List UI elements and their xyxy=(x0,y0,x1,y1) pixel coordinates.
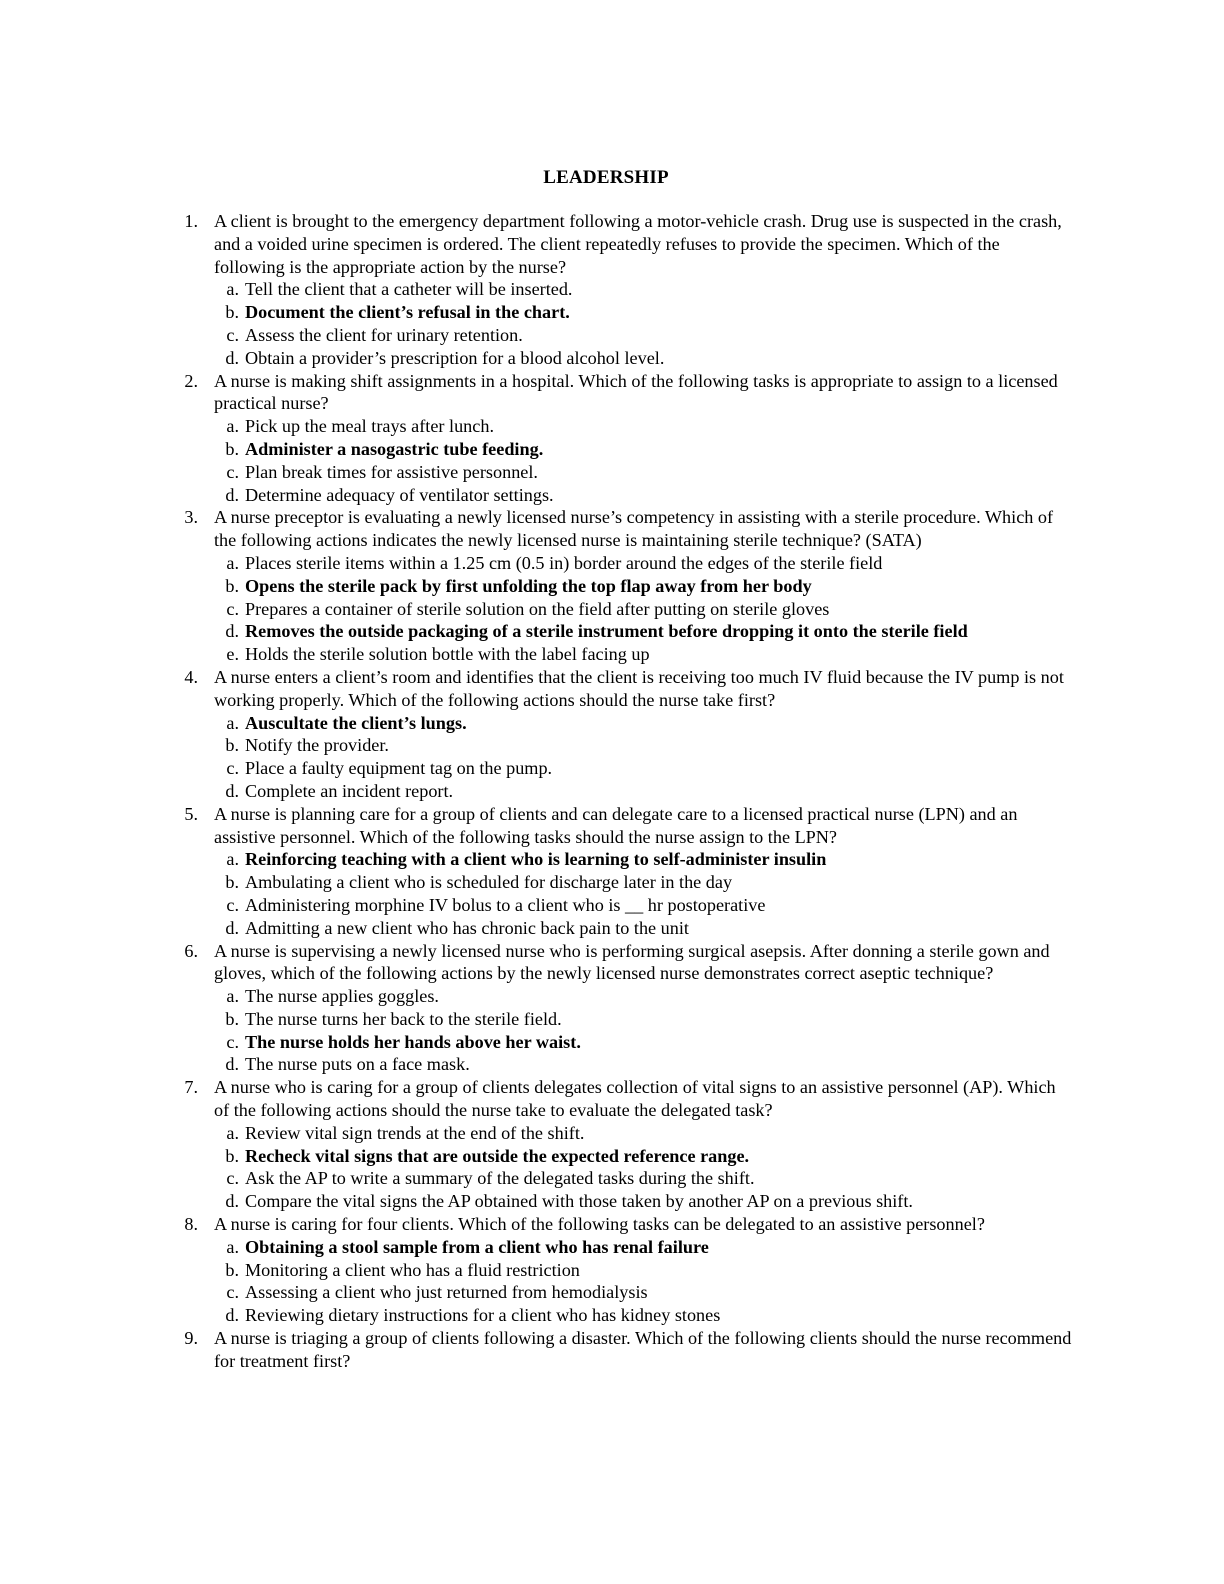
question-text: A nurse is planning care for a group of clients and can delegate care to a licensed practical nurse (LPN) and an assistive personnel. Which of the following tasks should the nurse assign to the LPN? xyxy=(214,803,1018,847)
option-letter: c. xyxy=(226,1031,239,1052)
option-text: Monitoring a client who has a fluid restriction xyxy=(245,1259,580,1280)
option-letter: a. xyxy=(226,1236,239,1257)
question-number: 1. xyxy=(184,211,198,231)
question-item xyxy=(174,803,1074,849)
question-number: 5. xyxy=(184,803,198,824)
answer-option xyxy=(174,347,1074,370)
option-text: Obtaining a stool sample from a client who has renal failure xyxy=(245,1236,709,1257)
option-letter: b. xyxy=(225,438,239,459)
option-letter: c. xyxy=(226,324,239,345)
answer-option xyxy=(174,1259,1074,1282)
option-text: Review vital sign trends at the end of the shift. xyxy=(245,1122,585,1143)
option-letter: c. xyxy=(226,894,239,915)
answer-option xyxy=(174,324,1074,347)
option-letter: a. xyxy=(226,712,239,733)
option-text: Auscultate the client’s lungs. xyxy=(245,712,467,733)
option-text: The nurse holds her hands above her waist. xyxy=(245,1031,581,1052)
option-letter: d. xyxy=(225,621,239,642)
option-text: Administering morphine IV bolus to a client who is __ hr postoperative xyxy=(245,894,766,915)
question-number: 8. xyxy=(184,1214,198,1235)
question-text: A nurse who is caring for a group of clients delegates collection of vital signs to an assistive personnel (AP). Which of the following actions should the nurse take to evaluate the delegated task? xyxy=(214,1077,1056,1121)
answer-option xyxy=(174,757,1074,780)
answer-options xyxy=(174,1122,1074,1213)
option-text: Holds the sterile solution bottle with the label facing up xyxy=(245,644,650,665)
question-text: A nurse is making shift assignments in a hospital. Which of the following tasks is appropriate to assign to a licensed practical nurse? xyxy=(214,370,1058,414)
question-text: A nurse enters a client’s room and identifies that the client is receiving too much IV fluid because the IV pump is not working properly. Which of the following actions should the nurse take first? xyxy=(214,666,1064,710)
option-letter: d. xyxy=(225,917,239,938)
option-text: Document the client’s refusal in the chart. xyxy=(245,302,570,323)
option-letter: d. xyxy=(225,1054,239,1075)
option-letter: a. xyxy=(226,1122,239,1143)
answer-option xyxy=(174,1281,1074,1304)
answer-options xyxy=(174,1236,1074,1327)
question-item xyxy=(174,1213,1074,1236)
option-text: Ask the AP to write a summary of the delegated tasks during the shift. xyxy=(245,1168,755,1189)
question-text: A client is brought to the emergency department following a motor-vehicle crash. Drug use is suspected in the crash, and a voided urine specimen is ordered. The client repeatedly refuses to provide the specimen. Which of the following is the appropriate action by the nurse? xyxy=(214,211,1062,277)
answer-option xyxy=(174,1053,1074,1076)
answer-options xyxy=(174,415,1074,506)
answer-option-correct xyxy=(174,301,1074,324)
question-number: 6. xyxy=(184,940,198,961)
answer-option-correct xyxy=(174,438,1074,461)
option-letter: d. xyxy=(225,780,239,801)
option-letter: b. xyxy=(225,1008,239,1029)
option-letter: a. xyxy=(226,552,239,573)
option-text: Opens the sterile pack by first unfolding the top flap away from her body xyxy=(245,575,812,596)
option-text: Administer a nasogastric tube feeding. xyxy=(245,438,544,459)
option-letter: b. xyxy=(225,1145,239,1166)
option-letter: a. xyxy=(226,416,239,437)
option-letter: e. xyxy=(226,644,239,665)
answer-option xyxy=(174,1122,1074,1145)
option-letter: c. xyxy=(226,758,239,779)
question-list xyxy=(174,210,1074,1373)
answer-option xyxy=(174,917,1074,940)
option-text: The nurse turns her back to the sterile field. xyxy=(245,1008,562,1029)
option-letter: b. xyxy=(225,575,239,596)
question-number: 3. xyxy=(184,507,198,528)
answer-option xyxy=(174,1008,1074,1031)
option-letter: b. xyxy=(225,1259,239,1280)
question-number: 7. xyxy=(184,1077,198,1098)
option-text: Recheck vital signs that are outside the expected reference range. xyxy=(245,1145,750,1166)
option-text: Prepares a container of sterile solution on the field after putting on sterile gloves xyxy=(245,598,830,619)
answer-option-correct xyxy=(174,1031,1074,1054)
question-text: A nurse preceptor is evaluating a newly licensed nurse’s competency in assisting with a sterile procedure. Which of the following actions indicates the newly licensed nurse is maintaining sterile technique? (SATA) xyxy=(214,507,1054,551)
option-text: Notify the provider. xyxy=(245,735,389,756)
option-text: Assess the client for urinary retention. xyxy=(245,324,523,345)
option-text: Removes the outside packaging of a sterile instrument before dropping it onto the sterile field xyxy=(245,621,968,642)
answer-option xyxy=(174,598,1074,621)
answer-option-correct xyxy=(174,848,1074,871)
option-letter: d. xyxy=(225,1305,239,1326)
answer-option-correct xyxy=(174,712,1074,735)
answer-option xyxy=(174,734,1074,757)
answer-option xyxy=(174,1304,1074,1327)
option-text: Pick up the meal trays after lunch. xyxy=(245,416,494,437)
question-item xyxy=(174,940,1074,986)
option-text: Assessing a client who just returned from hemodialysis xyxy=(245,1282,648,1303)
answer-options xyxy=(174,712,1074,803)
question-item xyxy=(174,370,1074,416)
answer-option-correct xyxy=(174,620,1074,643)
answer-option xyxy=(174,484,1074,507)
option-text: Determine adequacy of ventilator settings. xyxy=(245,484,554,505)
option-text: The nurse applies goggles. xyxy=(245,986,439,1007)
option-text: Admitting a new client who has chronic back pain to the unit xyxy=(245,917,689,938)
question-text: A nurse is caring for four clients. Which of the following tasks can be delegated to an assistive personnel? xyxy=(214,1214,985,1235)
answer-option xyxy=(174,552,1074,575)
answer-option xyxy=(174,461,1074,484)
option-text: Complete an incident report. xyxy=(245,780,454,801)
answer-option xyxy=(174,1190,1074,1213)
option-letter: c. xyxy=(226,461,239,482)
answer-options xyxy=(174,848,1074,939)
option-letter: a. xyxy=(226,986,239,1007)
question-text: A nurse is supervising a newly licensed nurse who is performing surgical asepsis. After donning a sterile gown and gloves, which of the following actions by the newly licensed nurse demonstrates correct aseptic technique? xyxy=(214,940,1050,984)
question-item xyxy=(174,210,1074,278)
option-text: Tell the client that a catheter will be inserted. xyxy=(245,279,573,300)
question-item xyxy=(174,666,1074,712)
option-letter: c. xyxy=(226,598,239,619)
question-number: 9. xyxy=(184,1328,198,1349)
option-text: The nurse puts on a face mask. xyxy=(245,1054,470,1075)
option-text: Places sterile items within a 1.25 cm (0.5 in) border around the edges of the sterile field xyxy=(245,552,883,573)
option-letter: b. xyxy=(225,872,239,893)
option-text: Obtain a provider’s prescription for a blood alcohol level. xyxy=(245,347,665,368)
option-text: Reinforcing teaching with a client who is learning to self-administer insulin xyxy=(245,849,827,870)
answer-option xyxy=(174,1167,1074,1190)
option-letter: d. xyxy=(225,1191,239,1212)
question-number: 2. xyxy=(184,370,198,391)
option-text: Reviewing dietary instructions for a client who has kidney stones xyxy=(245,1305,721,1326)
answer-options xyxy=(174,552,1074,666)
option-letter: c. xyxy=(226,1168,239,1189)
answer-option xyxy=(174,415,1074,438)
answer-option xyxy=(174,278,1074,301)
answer-option xyxy=(174,871,1074,894)
answer-option-correct xyxy=(174,575,1074,598)
question-item xyxy=(174,506,1074,552)
option-letter: c. xyxy=(226,1282,239,1303)
option-text: Place a faulty equipment tag on the pump. xyxy=(245,758,553,779)
answer-option xyxy=(174,780,1074,803)
option-text: Plan break times for assistive personnel. xyxy=(245,461,538,482)
answer-option-correct xyxy=(174,1145,1074,1168)
question-item xyxy=(174,1076,1074,1122)
option-letter: b. xyxy=(225,302,239,323)
answer-option-correct xyxy=(174,1236,1074,1259)
option-text: Ambulating a client who is scheduled for discharge later in the day xyxy=(245,872,733,893)
answer-option xyxy=(174,894,1074,917)
option-letter: a. xyxy=(226,279,239,300)
option-letter: d. xyxy=(225,347,239,368)
answer-options xyxy=(174,278,1074,369)
page-title: LEADERSHIP xyxy=(543,167,669,188)
question-item xyxy=(174,1327,1074,1373)
answer-option xyxy=(174,985,1074,1008)
answer-options xyxy=(174,985,1074,1076)
question-number: 4. xyxy=(184,666,198,687)
option-letter: b. xyxy=(225,735,239,756)
question-text: A nurse is triaging a group of clients following a disaster. Which of the following clients should the nurse recommend for treatment first? xyxy=(214,1328,1072,1371)
option-text: Compare the vital signs the AP obtained with those taken by another AP on a previous shift. xyxy=(245,1191,913,1212)
option-letter: d. xyxy=(225,484,239,505)
answer-option xyxy=(174,643,1074,666)
option-letter: a. xyxy=(226,849,239,870)
